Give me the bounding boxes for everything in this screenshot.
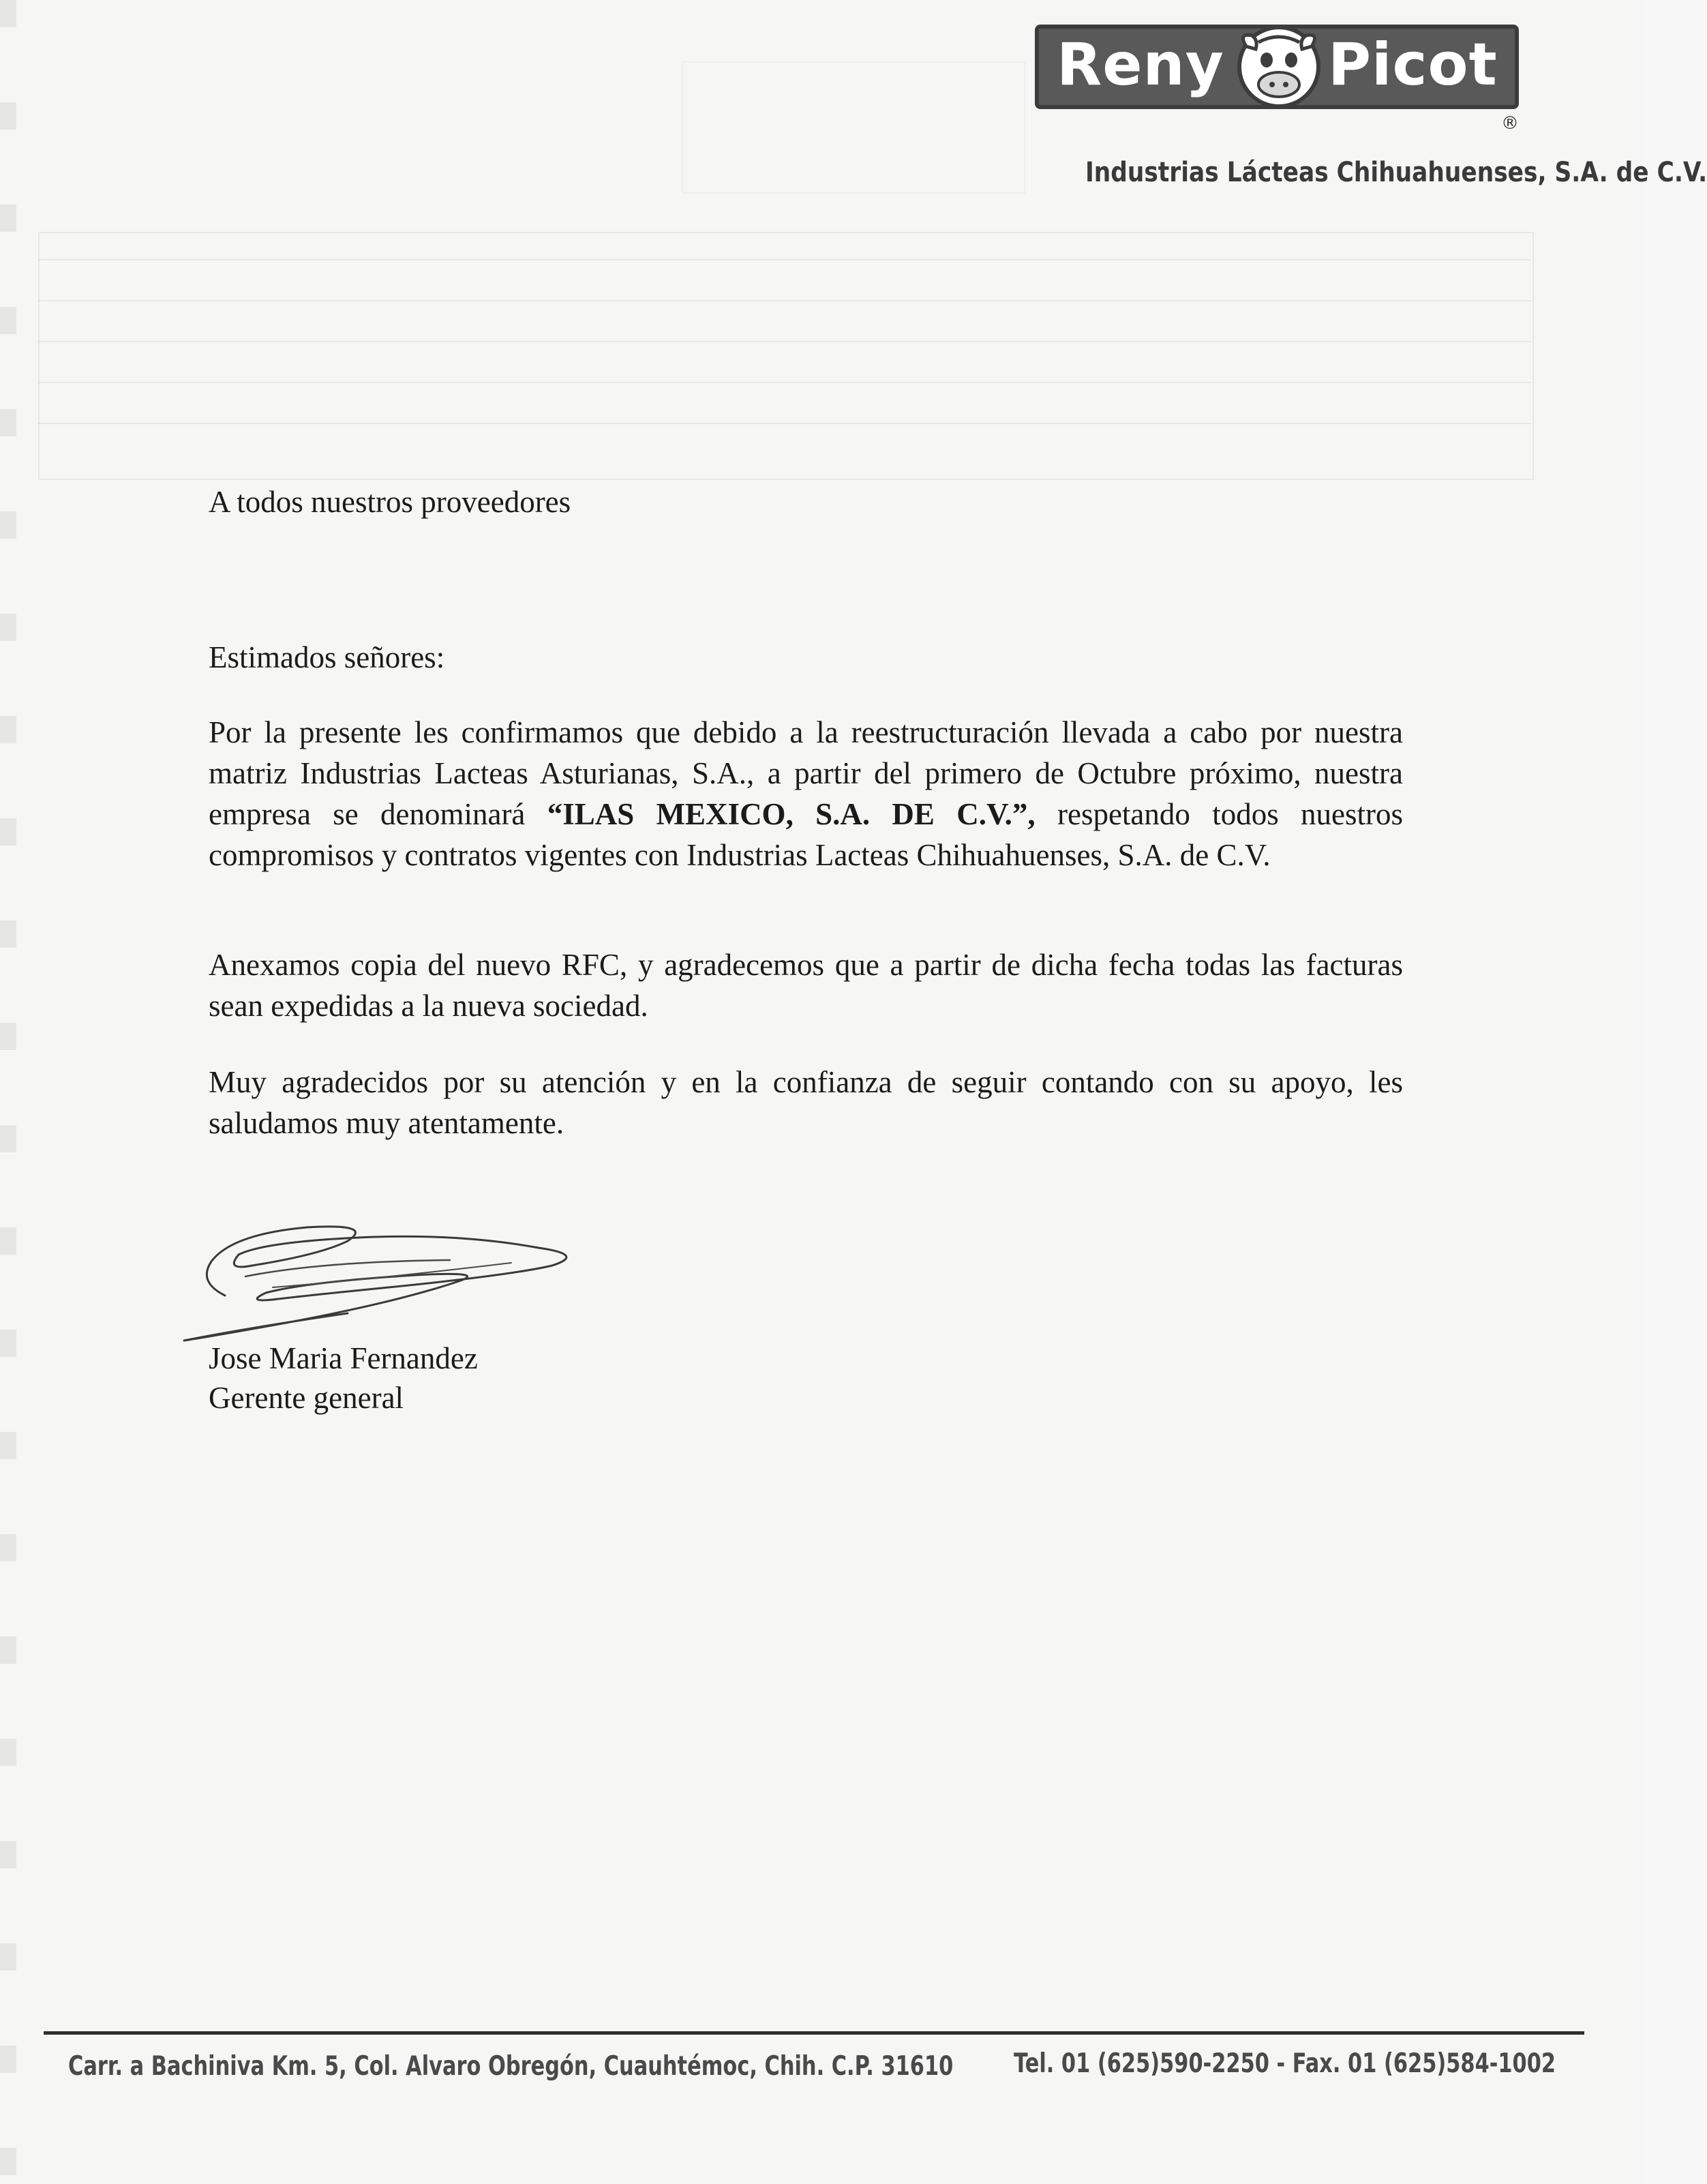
paragraph-restructuring-end: respetando todos nuestros compromisos y contratos vigentes con Industrias Lacteas Chihuahuenses, S.A. de C.V. — [209, 797, 1403, 872]
show-through-box — [682, 61, 1025, 194]
show-through-line — [38, 259, 1531, 260]
cow-head-icon — [1231, 19, 1327, 115]
salutation: Estimados señores: — [209, 640, 445, 674]
paragraph-restructuring — [209, 712, 1403, 876]
logo-word-picot: Picot — [1328, 31, 1498, 99]
reny-picot-logo — [1035, 25, 1519, 109]
signer-title: Gerente general — [209, 1381, 404, 1415]
paragraph-closing: Muy agradecidos por su atención y en la confianza de seguir contando con su apoyo, les saludamos muy atentamente. — [209, 1065, 1403, 1140]
show-through-line — [38, 423, 1531, 424]
registered-mark: ® — [1501, 113, 1519, 134]
show-through-line — [38, 382, 1531, 383]
paragraph-restructuring-start: Por la presente les confirmamos que debido a la reestructuración llevada a cabo por nuestra matriz Industrias Lacteas Asturianas, S.A., a partir del primero de Octubre próximo, nuestra empresa se denominará — [209, 715, 1403, 831]
handwritten-signature — [170, 1200, 614, 1357]
addressee: A todos nuestros proveedores — [209, 485, 571, 519]
footer-contact: Tel. 01 (625)590-2250 - Fax. 01 (625)584-1002 — [1014, 2048, 1556, 2079]
signer-name: Jose Maria Fernandez — [209, 1341, 478, 1375]
logo-word-reny: Reny — [1057, 31, 1224, 99]
footer-divider — [44, 2031, 1584, 2035]
show-through-table — [38, 232, 1534, 480]
show-through-line — [38, 300, 1531, 301]
footer-address: Carr. a Bachiniva Km. 5, Col. Alvaro Obregón, Cuauhtémoc, Chih. C.P. 31610 — [68, 2051, 954, 2082]
new-company-name: “ILAS MEXICO, S.A. DE C.V.”, — [547, 797, 1036, 831]
paragraph-rfc: Anexamos copia del nuevo RFC, y agradecemos que a partir de dicha fecha todas las facturas sean expedidas a la nueva sociedad. — [209, 948, 1403, 1023]
scan-edge-marks — [0, 0, 16, 2184]
company-name: Industrias Lácteas Chihuahuenses, S.A. de C.V. — [1085, 157, 1707, 188]
show-through-line — [38, 341, 1531, 342]
